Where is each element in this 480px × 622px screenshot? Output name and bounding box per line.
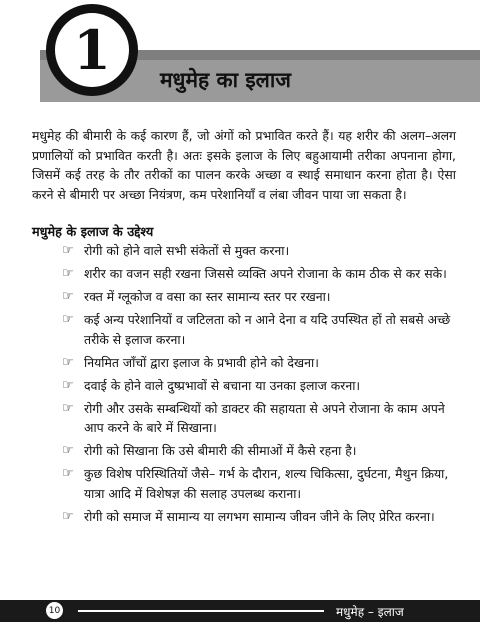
list-item: ☞ कई अन्य परेशानियों व जटिलता को न आने देना व यदि उपस्थित हों तो सबसे अच्छे तरीके से इलाज करना। xyxy=(62,312,451,347)
list-item: ☞ नियमित जाँचों द्वारा इलाज के प्रभावी होने को देखना। xyxy=(62,353,458,373)
list-item: ☞ दवाई के होने वाले दुष्प्रभावों से बचाना या उनका इलाज करना। xyxy=(62,376,458,396)
pointing-hand-icon: ☞ xyxy=(62,354,74,370)
pointing-hand-icon: ☞ xyxy=(62,508,74,524)
objectives-list xyxy=(62,241,458,530)
pointing-hand-icon: ☞ xyxy=(62,312,74,327)
chapter-number-badge xyxy=(46,4,138,96)
pointing-hand-icon: ☞ xyxy=(62,466,74,481)
intro-paragraph: मधुमेह की बीमारी के कई कारण हैं, जो अंगों को प्रभावित करते हैं। यह शरीर की अलग–अलग प्रणालियों को प्रभावित करती है। अतः इसके इलाज के लिए बहुआयामी तरीका अपनाना होगा, जिसमें कई तरह के तौर तरीकों का पालन करके अच्छा व स्थाई समाधान करना होता है। ऐसा करने से बीमारी पर अच्छा नियंत्रण, कम परेशानियाँ व लंबा जीवन पाया जा सकता है। xyxy=(32,128,456,202)
pointing-hand-icon: ☞ xyxy=(62,443,74,458)
pointing-hand-icon: ☞ xyxy=(62,289,74,304)
list-item: ☞ कुछ विशेष परिस्थितियों जैसे– गर्भ के दौरान, शल्य चिकित्सा, दुर्घटना, मैथुन क्रिया, यात्रा आदि में विशेषज्ञ की सलाह उपलब्ध कराना। xyxy=(62,466,449,501)
list-item: ☞ रक्त में ग्लूकोज व वसा का स्तर सामान्य स्तर पर रखना। xyxy=(62,287,458,307)
pointing-hand-icon: ☞ xyxy=(62,400,74,416)
footer-divider xyxy=(78,610,324,612)
pointing-hand-icon: ☞ xyxy=(62,266,74,281)
page-number: 10 xyxy=(46,602,63,619)
chapter-number: 1 xyxy=(55,13,129,87)
list-item: ☞ रोगी को सिखाना कि उसे बीमारी की सीमाओं में कैसे रहना है। xyxy=(62,441,458,461)
list-item: ☞ शरीर का वजन सही रखना जिससे व्यक्ति अपने रोजाना के काम ठीक से कर सके। xyxy=(62,264,458,284)
chapter-title: मधुमेह का इलाज xyxy=(160,68,291,92)
list-item: ☞ रोगी और उसके सम्बन्धियों को डाक्टर की सहायता से अपने रोजाना के काम अपने आप करने के बारे में सिखाना। xyxy=(62,400,445,435)
list-item: ☞ रोगी को समाज में सामान्य या लगभग सामान्य जीवन जीने के लिए प्रेरित करना। xyxy=(62,507,458,527)
objectives-heading: मधुमेह के इलाज के उद्देश्य xyxy=(32,225,154,240)
running-title: मधुमेह – इलाज xyxy=(336,605,404,619)
list-item: ☞ रोगी को होने वाले सभी संकेतों से मुक्त करना। xyxy=(62,241,458,261)
pointing-hand-icon: ☞ xyxy=(62,377,74,393)
pointing-hand-icon: ☞ xyxy=(62,243,74,258)
